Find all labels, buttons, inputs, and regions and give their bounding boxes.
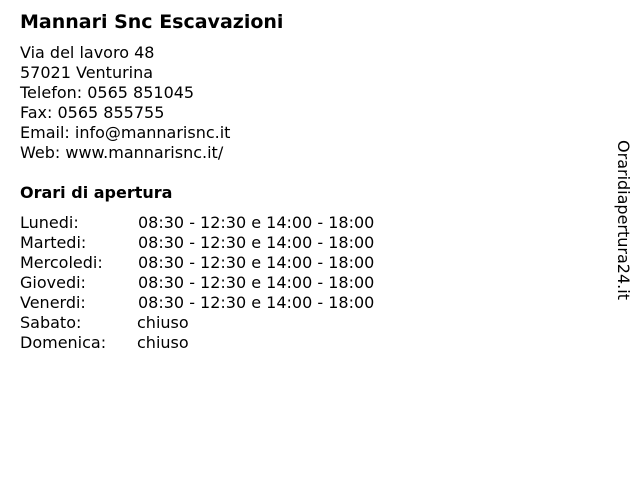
business-name: Mannari Snc Escavazioni: [20, 11, 284, 33]
day-label: Mercoledi:: [20, 253, 103, 272]
city-line: 57021 Venturina: [20, 63, 154, 82]
day-label: Venerdi:: [20, 293, 86, 312]
day-label: Sabato:: [20, 313, 82, 332]
phone-line[interactable]: Telefon: 0565 851045: [20, 83, 195, 102]
day-label: Domenica:: [20, 333, 107, 352]
day-hours: 08:30 - 12:30 e 14:00 - 18:00: [138, 293, 375, 312]
opening-hours-heading: Orari di apertura: [20, 183, 173, 202]
email-line[interactable]: Email: info@mannarisnc.it: [20, 123, 231, 142]
fax-line: Fax: 0565 855755: [20, 103, 165, 122]
address-line: Via del lavoro 48: [20, 43, 155, 62]
day-hours: 08:30 - 12:30 e 14:00 - 18:00: [138, 233, 375, 252]
day-label: Martedi:: [20, 233, 87, 252]
day-hours: chiuso: [137, 333, 189, 352]
day-hours: chiuso: [137, 313, 189, 332]
web-line[interactable]: Web: www.mannarisnc.it/: [20, 143, 224, 162]
day-label: Giovedi:: [20, 273, 86, 292]
day-hours: 08:30 - 12:30 e 14:00 - 18:00: [138, 273, 375, 292]
contact-block: [20, 43, 230, 163]
day-hours: 08:30 - 12:30 e 14:00 - 18:00: [138, 213, 375, 232]
site-watermark: Oraridiapertura24.it: [614, 140, 633, 300]
day-label: Lunedi:: [20, 213, 79, 232]
day-hours: 08:30 - 12:30 e 14:00 - 18:00: [138, 253, 375, 272]
